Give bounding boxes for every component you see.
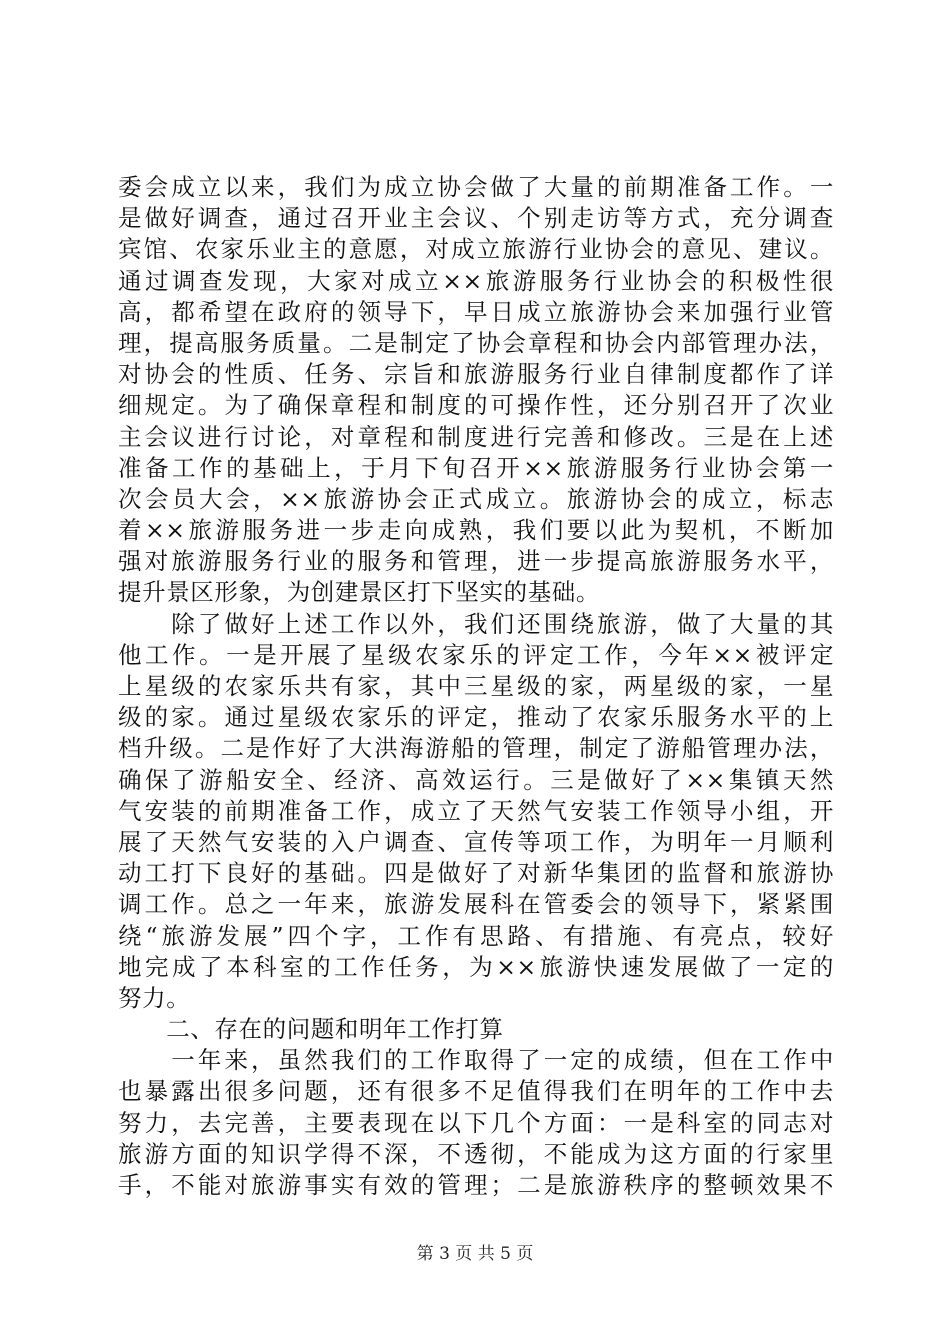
text-line: 细规定。为了确保章程和制度的可操作性，还分别召开了次业 <box>118 391 834 420</box>
text-line: 调工作。总之一年来，旅游发展科在管委会的领导下，紧紧围 <box>118 890 834 919</box>
text-line: 主会议进行讨论，对章程和制度进行完善和修改。三是在上述 <box>118 422 834 451</box>
text-line: 级的家。通过星级农家乐的评定，推动了农家乐服务水平的上 <box>118 703 834 732</box>
text-line: 旅游方面的知识学得不深，不透彻，不能成为这方面的行家里 <box>118 1139 834 1168</box>
text-line: 对协会的性质、任务、宗旨和旅游服务行业自律制度都作了详 <box>118 360 834 389</box>
text-line: 展了天然气安装的入户调查、宣传等项工作，为明年一月顺利 <box>118 827 834 856</box>
text-line: 高，都希望在政府的领导下，早日成立旅游协会来加强行业管 <box>118 297 834 326</box>
text-line: 一年来，虽然我们的工作取得了一定的成绩，但在工作中 <box>118 1046 834 1075</box>
text-line: 宾馆、农家乐业主的意愿，对成立旅游行业协会的意见、建议。 <box>118 235 834 264</box>
text-line: 地完成了本科室的工作任务，为××旅游快速发展做了一定的 <box>118 952 834 981</box>
text-line: 手，不能对旅游事实有效的管理；二是旅游秩序的整顿效果不 <box>118 1171 834 1199</box>
text-line: 通过调查发现，大家对成立××旅游服务行业协会的积极性很 <box>118 266 834 295</box>
text-line: 绕“旅游发展”四个字，工作有思路、有措施、有亮点，较好 <box>118 921 834 950</box>
text-line: 是做好调查，通过召开业主会议、个别走访等方式，充分调查 <box>118 204 834 233</box>
body-text <box>118 172 834 1201</box>
text-line: 强对旅游服务行业的服务和管理，进一步提高旅游服务水平， <box>118 547 834 576</box>
text-line: 委会成立以来，我们为成立协会做了大量的前期准备工作。一 <box>118 173 834 201</box>
text-line: 提升景区形象，为创建景区打下坚实的基础。 <box>118 578 600 607</box>
text-line: 除了做好上述工作以外，我们还围绕旅游，做了大量的其 <box>118 609 834 638</box>
text-line: 理，提高服务质量。二是制定了协会章程和协会内部管理办法， <box>118 328 834 357</box>
text-line: 努力。 <box>118 983 191 1012</box>
text-line: 也暴露出很多问题，还有很多不足值得我们在明年的工作中去 <box>118 1077 834 1106</box>
text-line: 着××旅游服务进一步走向成熟，我们要以此为契机，不断加 <box>118 516 834 545</box>
text-line: 准备工作的基础上，于月下旬召开××旅游服务行业协会第一 <box>118 453 834 482</box>
text-line: 档升级。二是作好了大洪海游船的管理，制定了游船管理办法， <box>118 734 834 763</box>
text-line: 次会员大会，××旅游协会正式成立。旅游协会的成立，标志 <box>118 484 834 513</box>
text-line: 动工打下良好的基础。四是做好了对新华集团的监督和旅游协 <box>118 859 834 888</box>
text-line: 确保了游船安全、经济、高效运行。三是做好了××集镇天然 <box>118 765 834 794</box>
text-line: 二、存在的问题和明年工作打算 <box>118 1015 504 1044</box>
text-line: 他工作。一是开展了星级农家乐的评定工作，今年××被评定 <box>118 640 834 669</box>
text-line: 努力，去完善，主要表现在以下几个方面：一是科室的同志对 <box>118 1108 834 1137</box>
text-line: 上星级的农家乐共有家，其中三星级的家，两星级的家，一星 <box>118 672 834 700</box>
page-footer: 第 3 页 共 5 页 <box>416 1244 534 1264</box>
text-line: 气安装的前期准备工作，成立了天然气安装工作领导小组，开 <box>118 796 834 825</box>
